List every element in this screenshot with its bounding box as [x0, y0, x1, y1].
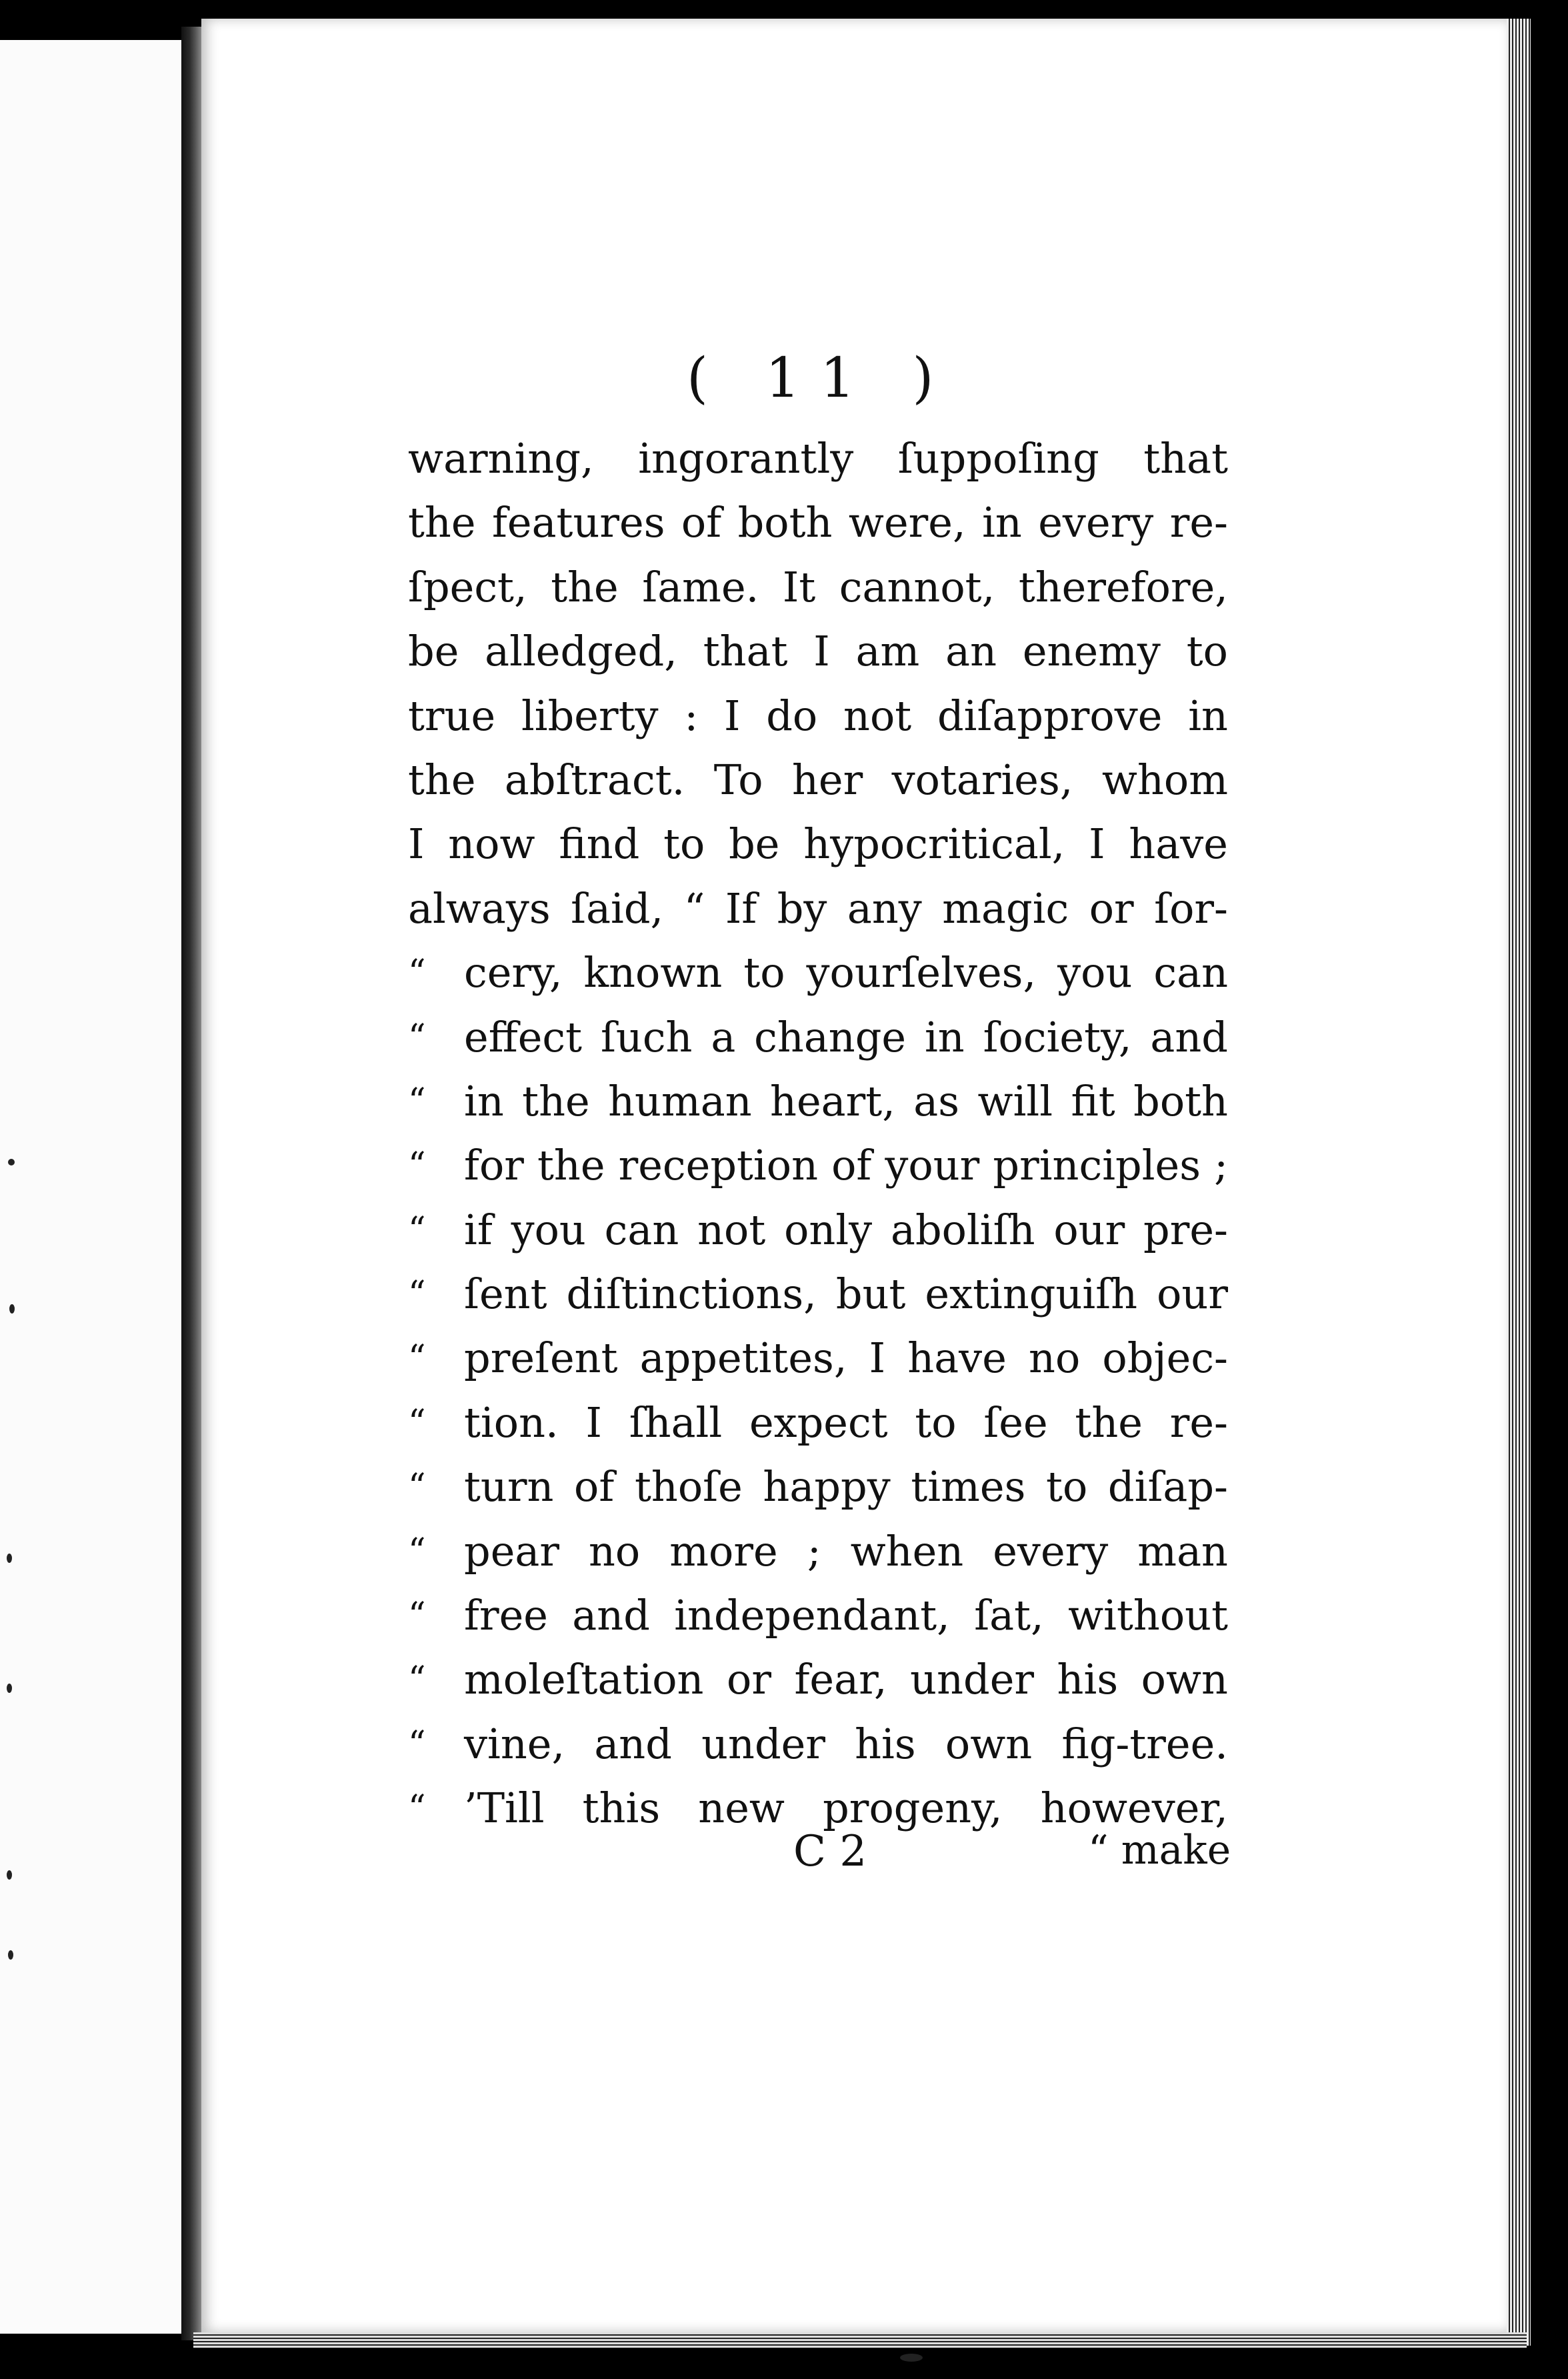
- text-line-content: be alledged, that I am an enemy to: [408, 627, 1228, 676]
- facing-page-edge: [0, 40, 181, 2334]
- text-line-content: ſpect, the ſame. It cannot, therefore,: [408, 562, 1228, 611]
- page-stack-edge-right: [1507, 19, 1531, 2346]
- text-line: [408, 1712, 1228, 1776]
- running-quote-mark: “: [408, 1402, 426, 1443]
- running-quote-mark: “: [408, 1596, 426, 1636]
- text-line-content: turn of thoſe happy times to diſap-: [464, 1462, 1228, 1512]
- text-line-content: true liberty : I do not diſapprove in: [408, 691, 1228, 740]
- ink-speck: [8, 1950, 13, 1960]
- ink-speck: [9, 1304, 15, 1314]
- text-line: [408, 877, 1228, 941]
- text-line: [408, 1455, 1228, 1519]
- text-line: [408, 941, 1228, 1005]
- text-line-content: ’Till this new progeny, however,: [464, 1784, 1228, 1833]
- text-line-content: ſent diſtinctions, but extinguiſh our: [464, 1270, 1228, 1319]
- ink-speck: [7, 1870, 12, 1880]
- text-line: [408, 1069, 1228, 1133]
- signature-mark: C 2: [793, 1827, 867, 1876]
- text-line: [408, 748, 1228, 812]
- text-line-content: always ſaid, “ If by any magic or ſor-: [408, 883, 1228, 933]
- body-text: [408, 427, 1228, 1841]
- text-line-content: warning, ingorantly ſuppoſing that: [408, 434, 1228, 483]
- running-quote-mark: “: [408, 953, 426, 993]
- text-line-content: the abſtract. To her votaries, whom: [408, 755, 1228, 804]
- text-line-content: cery, known to yourſelves, you can: [464, 948, 1228, 997]
- running-quote-mark: “: [408, 1081, 426, 1121]
- text-line-content: free and independant, ſat, without: [464, 1591, 1228, 1640]
- text-line: [408, 1584, 1228, 1648]
- text-line: [408, 1391, 1228, 1455]
- text-line: [408, 555, 1228, 619]
- text-line-content: if you can not only aboliſh our pre-: [464, 1205, 1228, 1254]
- text-line-content: the features of both were, in every re-: [408, 498, 1228, 547]
- text-line-content: tion. I ſhall expect to ſee the re-: [464, 1398, 1228, 1447]
- text-line-content: I now find to be hypocritical, I have: [408, 819, 1228, 869]
- page-number: ( 11 ): [687, 347, 954, 410]
- running-quote-mark: “: [408, 1017, 426, 1057]
- page-stack-edge-bottom: [193, 2332, 1527, 2348]
- running-quote-mark: “: [408, 1145, 426, 1186]
- text-line-content: effect ſuch a change in ſociety, and: [464, 1012, 1228, 1061]
- ink-speck: [7, 1684, 12, 1693]
- running-quote-mark: “: [408, 1338, 426, 1379]
- text-line: [408, 1005, 1228, 1069]
- text-line: [408, 1133, 1228, 1198]
- running-quote-mark: “: [408, 1210, 426, 1250]
- text-line: [408, 1520, 1228, 1584]
- running-quote-mark: “: [408, 1724, 426, 1764]
- text-line: [408, 1326, 1228, 1390]
- running-quote-mark: “: [408, 1788, 426, 1829]
- catchword: “ make: [1088, 1827, 1231, 1874]
- text-line: [408, 491, 1228, 555]
- text-line: [408, 427, 1228, 491]
- text-line: [408, 812, 1228, 876]
- book-gutter: [181, 27, 201, 2340]
- text-line: [408, 619, 1228, 683]
- ink-speck: [900, 2354, 923, 2362]
- text-line-content: for the reception of your principles ;: [464, 1141, 1228, 1190]
- text-line-content: vine, and under his own fig-tree.: [464, 1719, 1228, 1768]
- text-line-content: moleſtation or fear, under his own: [464, 1655, 1228, 1704]
- running-quote-mark: “: [408, 1274, 426, 1315]
- running-quote-mark: “: [408, 1660, 426, 1700]
- text-line: [408, 1262, 1228, 1326]
- ink-speck: [7, 1554, 12, 1563]
- text-line: [408, 1648, 1228, 1712]
- text-line: [408, 684, 1228, 748]
- text-line-content: in the human heart, as will fit both: [464, 1076, 1228, 1125]
- ink-speck: [8, 1159, 15, 1165]
- text-line-content: pear no more ; when every man: [464, 1526, 1228, 1576]
- running-quote-mark: “: [408, 1531, 426, 1572]
- text-line: [408, 1198, 1228, 1262]
- text-line-content: preſent appetites, I have no objec-: [464, 1334, 1228, 1383]
- running-quote-mark: “: [408, 1467, 426, 1508]
